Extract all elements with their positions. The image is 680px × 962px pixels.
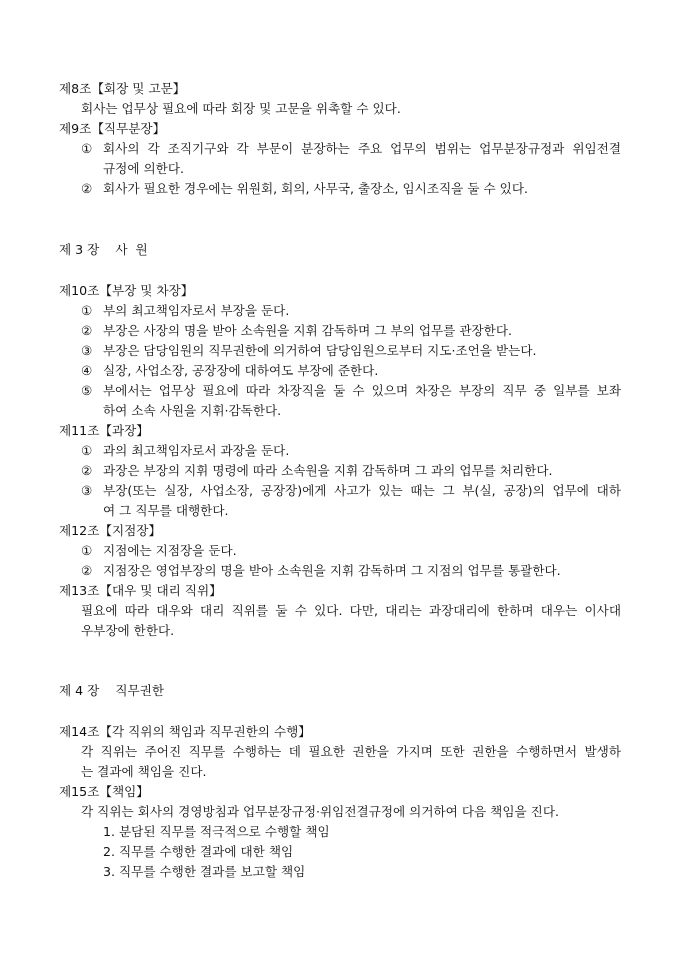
- item-marker: ④: [81, 363, 93, 378]
- item-marker: ③: [81, 483, 93, 498]
- article-10-item-3: [81, 341, 537, 361]
- article-13-body-cont: 우부장에 한한다.: [81, 623, 175, 638]
- article-9-item-2: [81, 179, 528, 199]
- item-text: 지점장은 영업부장의 명을 받아 소속원을 지휘 감독하며 그 지점의 업무를 통괄한다.: [103, 563, 561, 578]
- item-marker: ⑤: [81, 383, 93, 398]
- article-11-item-2: [81, 461, 553, 481]
- article-9-item-1-cont: 규정에 의한다.: [103, 161, 184, 176]
- item-text: 과의 최고책임자로서 과장을 둔다.: [103, 443, 290, 458]
- item-text: 부장은 사장의 명을 받아 소속원을 지휘 감독하며 그 부의 업무를 관장한다.: [103, 323, 513, 338]
- item-text: 회사가 필요한 경우에는 위원회, 회의, 사무국, 출장소, 임시조직을 둘 수 있다.: [103, 181, 529, 196]
- item-marker: ①: [81, 443, 93, 458]
- item-marker: ②: [81, 181, 93, 196]
- article-13-body: 필요에 따라 대우와 대리 직위를 둘 수 있다. 다만, 대리는 과장대리에 한하며 대우는 이사대: [81, 603, 621, 618]
- chapter-4-title: 제 4 장 직무권한: [59, 683, 165, 698]
- article-11-heading: 제11조【과장】: [59, 423, 149, 438]
- item-text: 부에서는 업무상 필요에 따라 차장직을 둘 수 있으며 차장은 부장의 직무 중 일부를 보좌: [103, 383, 621, 398]
- article-15-heading: 제15조【책임】: [59, 784, 149, 799]
- article-10-heading: 제10조【부장 및 차장】: [59, 283, 194, 298]
- item-marker: ③: [81, 343, 93, 358]
- list-item: 3. 직무를 수행한 결과를 보고할 책임: [103, 864, 306, 879]
- article-13-heading: 제13조【대우 및 대리 직위】: [59, 583, 222, 598]
- article-10-item-5-cont: 하여 소속 사원을 지휘·감독한다.: [103, 403, 282, 418]
- item-text: 회사의 각 조직기구와 각 부문이 분장하는 주요 업무의 범위는 업무분장규정과 위임전결: [103, 141, 621, 156]
- article-8-body: 회사는 업무상 필요에 따라 회장 및 고문을 위촉할 수 있다.: [81, 101, 401, 116]
- item-marker: ①: [81, 141, 93, 156]
- article-14-heading: 제14조【각 직위의 책임과 직무권한의 수행】: [59, 724, 311, 739]
- article-10-item-2: [81, 321, 512, 341]
- article-12-heading: 제12조【지점장】: [59, 523, 162, 538]
- article-11-item-3: [81, 481, 621, 501]
- article-11-item-3-cont: 여 그 직무를 대행한다.: [103, 503, 229, 518]
- chapter-3-title: 제 3 장 사 원: [59, 242, 148, 257]
- item-marker: ②: [81, 563, 93, 578]
- item-text: 부장은 담당임원의 직무권한에 의거하여 담당임원으로부터 지도·조언을 받는다.: [103, 343, 537, 358]
- article-12-item-1: [81, 541, 237, 561]
- item-marker: ②: [81, 323, 93, 338]
- list-item: 1. 분담된 직무를 적극적으로 수행할 책임: [103, 824, 330, 839]
- item-marker: ②: [81, 463, 93, 478]
- list-item: 2. 직무를 수행한 결과에 대한 책임: [103, 844, 294, 859]
- article-15-body: 각 직위는 회사의 경영방침과 업무분장규정·위임전결규정에 의거하여 다음 책임을 진다.: [81, 804, 559, 819]
- item-text: 과장은 부장의 지휘 명령에 따라 소속원을 지휘 감독하며 그 과의 업무를 처리한다.: [103, 463, 553, 478]
- item-text: 실장, 사업소장, 공장장에 대하여도 부장에 준한다.: [103, 363, 379, 378]
- article-10-item-1: [81, 301, 289, 321]
- article-8-heading: 제8조【회장 및 고문】: [59, 81, 186, 96]
- article-10-item-5: [81, 381, 621, 401]
- article-14-body: 각 직위는 주어진 직무를 수행하는 데 필요한 권한을 가지며 또한 권한을 수행하면서 발생하: [81, 744, 621, 759]
- item-text: 지점에는 지점장을 둔다.: [103, 543, 237, 558]
- item-marker: ①: [81, 303, 93, 318]
- item-marker: ①: [81, 543, 93, 558]
- article-9-item-1: [81, 139, 621, 159]
- article-14-body-cont: 는 결과에 책임을 진다.: [81, 764, 207, 779]
- article-10-item-4: [81, 361, 378, 381]
- article-11-item-1: [81, 441, 289, 461]
- article-9-heading: 제9조【직무분장】: [59, 121, 166, 136]
- item-text: 부의 최고책임자로서 부장을 둔다.: [103, 303, 290, 318]
- article-12-item-2: [81, 561, 561, 581]
- item-text: 부장(또는 실장, 사업소장, 공장장)에게 사고가 있는 때는 그 부(실, 공장)의 업무에 대하: [103, 483, 621, 498]
